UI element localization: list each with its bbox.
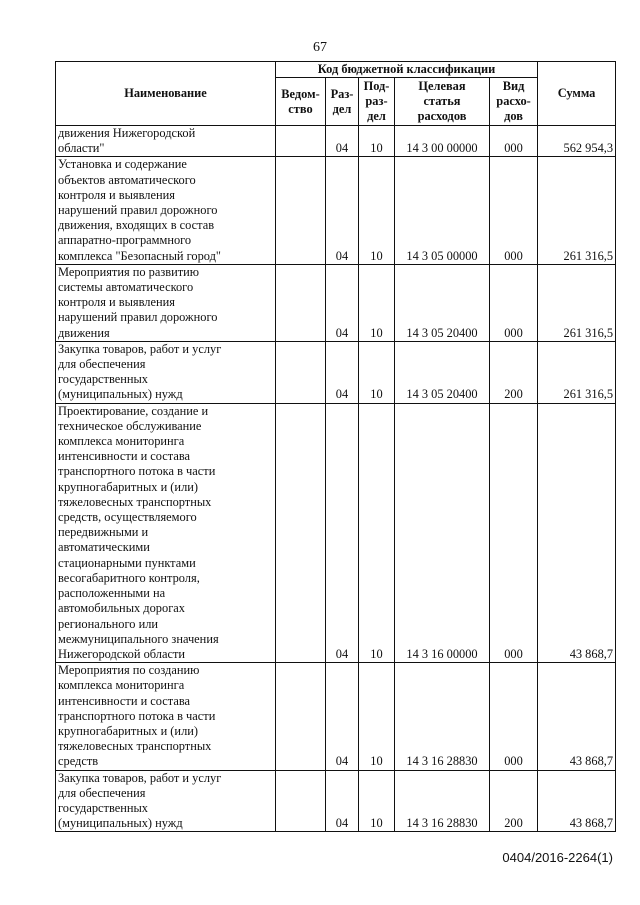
row-summa: 43 868,7 [538,403,616,662]
header-razdel: Раз- дел [326,78,359,126]
row-vid: 000 [490,126,538,157]
row-razdel: 04 [326,341,359,403]
row-celevaya: 14 3 16 28830 [395,663,490,770]
row-vedom [276,264,326,341]
row-vedom [276,403,326,662]
row-razdel: 04 [326,126,359,157]
header-vedom: Ведом- ство [276,78,326,126]
row-vedom [276,663,326,770]
row-celevaya: 14 3 05 00000 [395,157,490,264]
row-razdel: 04 [326,264,359,341]
row-name: Закупка товаров, работ и услуг для обеспечения государственных (муниципальных) нужд [56,341,276,403]
table-row [56,403,616,662]
row-vid: 200 [490,770,538,832]
row-vid: 000 [490,264,538,341]
budget-table [55,61,616,832]
row-podrazdel: 10 [359,157,395,264]
row-name: движения Нижегородской области" [56,126,276,157]
row-celevaya: 14 3 00 00000 [395,126,490,157]
row-vedom [276,770,326,832]
row-celevaya: 14 3 16 00000 [395,403,490,662]
row-podrazdel: 10 [359,341,395,403]
table-row [56,157,616,264]
header-podrazdel: Под- раз- дел [359,78,395,126]
row-podrazdel: 10 [359,264,395,341]
row-summa: 562 954,3 [538,126,616,157]
row-vedom [276,157,326,264]
row-name: Закупка товаров, работ и услуг для обеспечения государственных (муниципальных) нужд [56,770,276,832]
row-name: Проектирование, создание и техническое обслуживание комплекса мониторинга интенсивности и состава транспортного потока в части крупногабаритных и (или) тяжеловесных транспортных средств, осуществляемого передвижными и автоматическими стационарными пунктами весогабаритного контроля, расположенными на автомобильных дорогах регионального или межмуниципального значения Нижегородской области [56,403,276,662]
header-classification-group: Код бюджетной классификации [276,62,538,78]
header-name: Наименование [56,62,276,126]
row-name: Мероприятия по созданию комплекса мониторинга интенсивности и состава транспортного потока в части крупногабаритных и (или) тяжеловесных транспортных средств [56,663,276,770]
row-razdel: 04 [326,157,359,264]
row-podrazdel: 10 [359,126,395,157]
table-row [56,770,616,832]
row-vid: 000 [490,663,538,770]
row-celevaya: 14 3 16 28830 [395,770,490,832]
row-razdel: 04 [326,663,359,770]
row-podrazdel: 10 [359,403,395,662]
header-vid: Вид расхо- дов [490,78,538,126]
row-vid: 200 [490,341,538,403]
header-celevaya: Целевая статья расходов [395,78,490,126]
row-podrazdel: 10 [359,663,395,770]
table-row [56,341,616,403]
row-vid: 000 [490,157,538,264]
row-name: Установка и содержание объектов автоматического контроля и выявления нарушений правил дорожного движения, входящих в состав аппаратно-программного комплекса "Безопасный город" [56,157,276,264]
row-summa: 43 868,7 [538,663,616,770]
table-row [56,663,616,770]
row-summa: 43 868,7 [538,770,616,832]
row-celevaya: 14 3 05 20400 [395,264,490,341]
row-summa: 261 316,5 [538,264,616,341]
row-celevaya: 14 3 05 20400 [395,341,490,403]
header-sum: Сумма [538,62,616,126]
row-vid: 000 [490,403,538,662]
row-podrazdel: 10 [359,770,395,832]
row-vedom [276,341,326,403]
page-number: 67 [313,40,327,55]
row-summa: 261 316,5 [538,341,616,403]
row-razdel: 04 [326,403,359,662]
table-row [56,264,616,341]
row-razdel: 04 [326,770,359,832]
document-code: 0404/2016-2264(1) [502,850,613,865]
row-name: Мероприятия по развитию системы автоматического контроля и выявления нарушений правил дорожного движения [56,264,276,341]
row-vedom [276,126,326,157]
row-summa: 261 316,5 [538,157,616,264]
table-row [56,126,616,157]
